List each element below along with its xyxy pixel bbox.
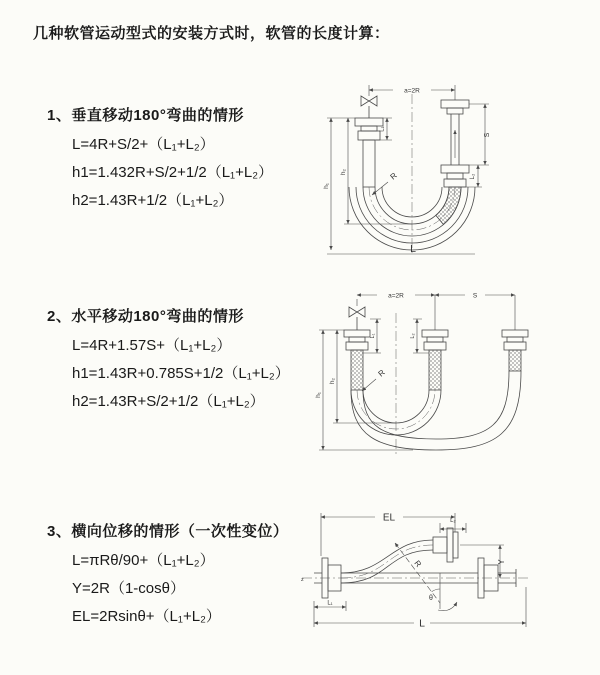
d2-left-flange (344, 330, 370, 350)
section-1-formula-L: L=4R+S/2+（L₁+L₂） (72, 136, 215, 153)
page-title: 几种软管运动型式的安装方式时，软管的长度计算： (33, 25, 390, 42)
d1-valve-icon (361, 96, 377, 118)
diagram-lateral-displacement (300, 503, 595, 663)
d3-label-R: R (412, 558, 424, 569)
section-1-formula-h2: h2=1.43R+1/2（L₁+L₂） (72, 192, 234, 209)
d2-top-dimension-S (357, 293, 515, 331)
d2-radius-callout (362, 368, 387, 391)
diagram-vertical-180-bend (315, 68, 505, 263)
d3-dim-L1 (314, 601, 346, 612)
d2-valve-icon (349, 307, 365, 330)
section-1 (47, 104, 273, 215)
d1-dim-S (469, 104, 491, 165)
section-2-formula-L: L=4R+1.57S+（L₁+L₂） (72, 337, 232, 354)
d1-label-h2: h₂ (340, 168, 347, 176)
section-2-formula-h1: h1=1.43R+0.785S+1/2（L₁+L₂） (72, 365, 290, 382)
d2-label-S: S (472, 292, 478, 300)
d3-label-EL: EL (382, 512, 396, 524)
d2-label-L1: L₁ (370, 333, 376, 339)
d1-label-L2: L₂ (470, 173, 476, 180)
section-3-formula-L: L=πRθ/90+（L₁+L₂） (72, 552, 215, 569)
d3-radius-theta (395, 543, 457, 611)
d1-label-h1: h₁ (323, 183, 330, 189)
d1-label-R: R (388, 170, 399, 182)
section-1-heading: 1、垂直移动180°弯曲的情形 (47, 107, 244, 124)
d2-middle-flange (422, 330, 448, 350)
d2-hose-braids (351, 350, 521, 390)
d1-label-S: S (484, 132, 491, 138)
d2-label-L2: L₂ (410, 333, 416, 339)
d3-label-z: z (301, 577, 304, 583)
d2-dim-L2 (410, 319, 429, 353)
d1-label-L: L (410, 243, 416, 255)
d1-dim-h1 (323, 118, 475, 254)
d1-label-L1: L₁ (379, 126, 386, 132)
d2-label-R: R (376, 367, 387, 379)
d1-radius-callout (372, 171, 399, 195)
d2-right-flange (502, 330, 528, 350)
d1-right-pipe (436, 100, 469, 225)
d3-dim-EL (321, 513, 455, 557)
diagram-horizontal-180-bend (313, 283, 568, 463)
d2-top-dimension-a2r (357, 293, 435, 300)
d1-dim-h2 (340, 118, 412, 224)
section-3-formula-EL: EL=2Rsinθ+（L₁+L₂） (72, 608, 221, 625)
d3-label-theta: θ (429, 595, 433, 602)
d3-upper-flange (433, 528, 458, 562)
d1-dim-L1 (376, 118, 392, 140)
section-2-formula-h2: h2=1.43R+S/2+1/2（L₁+L₂） (72, 393, 265, 410)
d1-dim-L2 (461, 165, 482, 187)
section-3-heading: 3、横向位移的情形（一次性变位） (47, 523, 289, 540)
d2-label-a2r: a=2R (388, 292, 404, 300)
d3-label-L: L (419, 617, 425, 630)
d3-label-Y: Y (497, 559, 506, 565)
section-3 (47, 520, 288, 631)
d2-label-h2: h₂ (329, 377, 336, 385)
d1-left-hose-braid (363, 140, 375, 187)
d1-label-a2r: a=2R (404, 87, 420, 95)
section-1-formula-h1: h1=1.432R+S/2+1/2（L₁+L₂） (72, 164, 274, 181)
d3-label-L1: L₁ (327, 600, 333, 607)
section-3-formula-Y: Y=2R（1-cosθ） (72, 580, 185, 597)
section-2-heading: 2、水平移动180°弯曲的情形 (47, 308, 244, 325)
d2-dim-L1 (363, 319, 381, 353)
d2-label-h1: h₁ (315, 392, 322, 398)
section-2 (47, 305, 290, 416)
d2-dim-h1 (315, 330, 413, 450)
d3-label-L2: L₂ (450, 518, 456, 524)
